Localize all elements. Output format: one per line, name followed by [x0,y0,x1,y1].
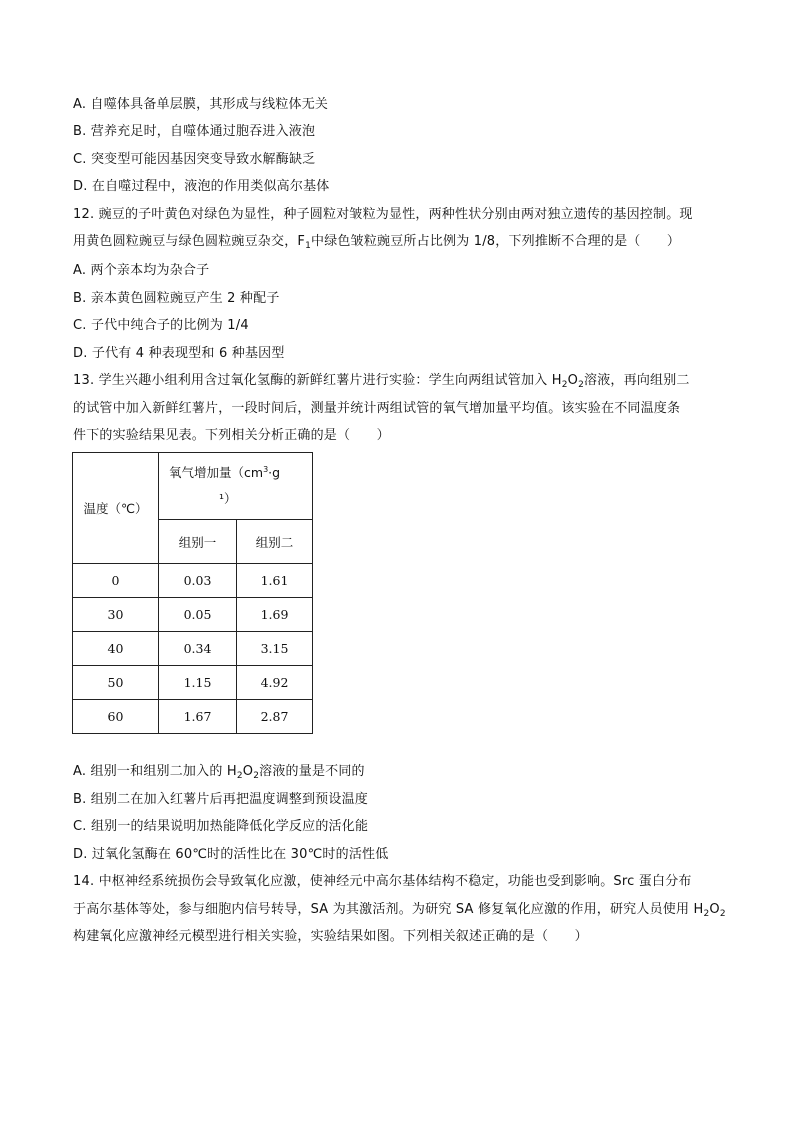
q13-data-table [72,452,313,734]
q12-option-a: A. 两个亲本均为杂合子 [73,263,210,278]
cell-group1: 0.05 [159,598,237,632]
q13-option-c: C. 组别一的结果说明加热能降低化学反应的活化能 [73,819,369,834]
q11-option-c: C. 突变型可能因基因突变导致水解酶缺乏 [73,152,316,167]
cell-group2: 1.61 [237,564,313,598]
q12-option-b: B. 亲本黄色圆粒豌豆产生 2 种配子 [73,291,280,306]
q13-stem-line2: 的试管中加入新鲜红薯片，一段时间后，测量并统计两组试管的氧气增加量平均值。该实验在不同温度条 [73,401,681,416]
cell-group2: 3.15 [237,632,313,666]
cell-temp: 0 [73,564,159,598]
q13-option-b: B. 组别二在加入红薯片后再把温度调整到预设温度 [73,792,368,807]
header-temperature: 温度（℃） [73,453,159,564]
q12-option-c: C. 子代中纯合子的比例为 1/4 [73,318,249,333]
q13-option-a: A. 组别一和组别二加入的 $H_2O_2$溶液的量是不同的 [73,764,365,781]
q14-stem-line3: 构建氧化应激神经元模型进行相关实验，实验结果如图。下列相关叙述正确的是（ ） [73,929,588,944]
cell-group1: 1.15 [159,666,237,700]
q12-stem-line1: 12. 豌豆的子叶黄色对绿色为显性，种子圆粒对皱粒为显性，两种性状分别由两对独立遗传的基因控制。现 [73,207,693,222]
q11-option-a: A. 自噬体具备单层膜，其形成与线粒体无关 [73,97,329,112]
table-row [73,700,313,734]
table-row [73,666,313,700]
q11-option-b: B. 营养充足时，自噬体通过胞吞进入液泡 [73,124,316,139]
cell-group1: 0.03 [159,564,237,598]
cell-temp: 30 [73,598,159,632]
q14-stem-line2: 于高尔基体等处，参与细胞内信号转导，SA 为其激活剂。为研究 SA 修复氧化应激的作用，研究人员使用 $H_2O_2$ [73,902,726,919]
q11-option-d: D. 在自噬过程中，液泡的作用类似高尔基体 [73,179,330,194]
q13-stem-line3: 件下的实验结果见表。下列相关分析正确的是（ ） [73,428,390,443]
header-group1: 组别一 [159,520,237,564]
table-row [73,632,313,666]
q14-stem-line1: 14. 中枢神经系统损伤会导致氧化应激，使神经元中高尔基体结构不稳定，功能也受到影响。Src 蛋白分布 [73,874,692,889]
cell-temp: 60 [73,700,159,734]
q13-stem-line1: 13. 学生兴趣小组利用含过氧化氢酶的新鲜红薯片进行实验：学生向两组试管加入 $H_2O_2$溶液，再向组别二 [73,373,690,390]
cell-group1: 0.34 [159,632,237,666]
cell-group1: 1.67 [159,700,237,734]
header-oxygen-increase: 氧气增加量（$cm^3\cdot g$ ¹） [159,453,313,520]
cell-group2: 1.69 [237,598,313,632]
q13-option-d: D. 过氧化氢酶在 60℃时的活性比在 30℃时的活性低 [73,847,389,862]
q12-stem-line2: 用黄色圆粒豌豆与绿色圆粒豌豆杂交，$F_1$中绿色皱粒豌豆所占比例为 1/8，下列推断不合理的是（ ） [73,234,681,251]
table-row [73,564,313,598]
table-row [73,598,313,632]
cell-group2: 4.92 [237,666,313,700]
cell-temp: 50 [73,666,159,700]
cell-group2: 2.87 [237,700,313,734]
q12-option-d: D. 子代有 4 种表现型和 6 种基因型 [73,346,285,361]
header-group2: 组别二 [237,520,313,564]
cell-temp: 40 [73,632,159,666]
